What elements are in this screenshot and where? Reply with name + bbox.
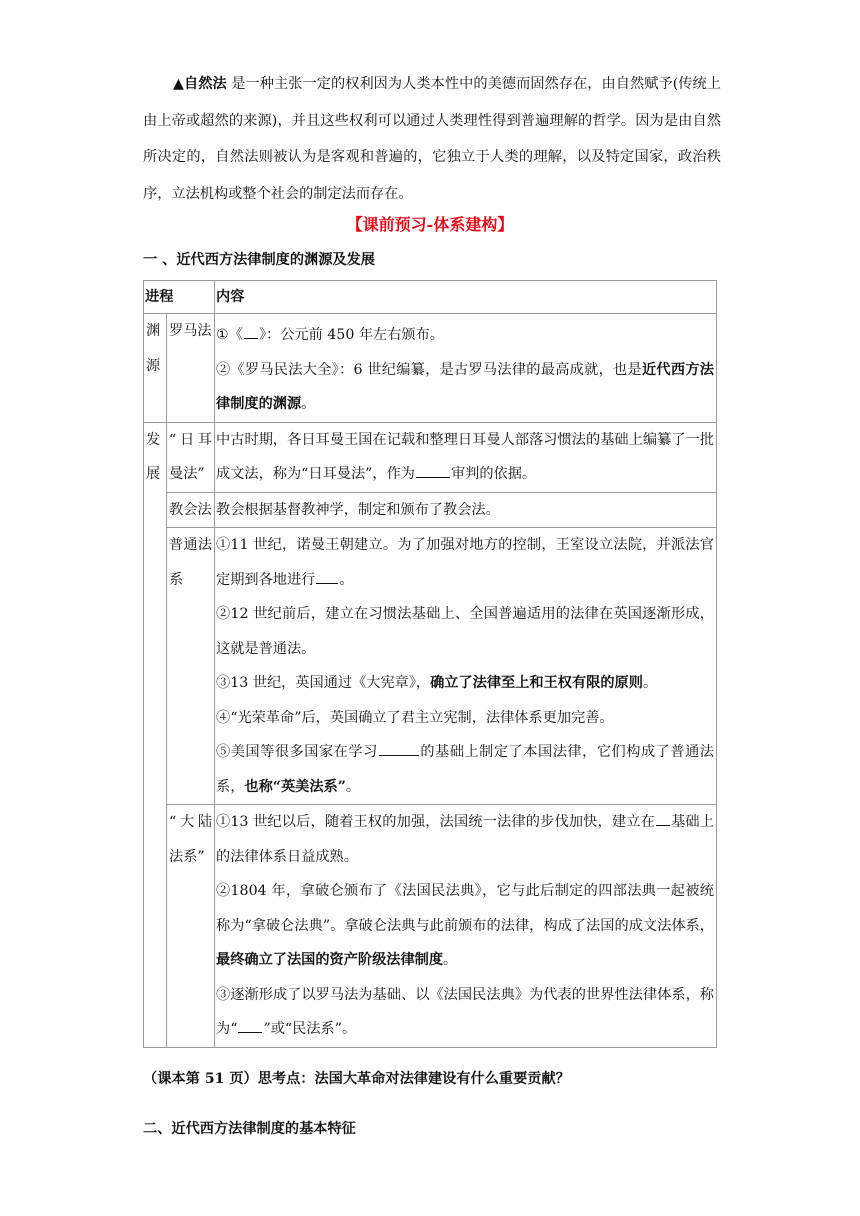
continental-law-item-1: ①13 世纪以后，随着王权的加强，法国统一法律的步伐加快，建立在 基础上的法律体系日益成熟。 — [216, 814, 714, 865]
natural-law-paragraph — [143, 66, 721, 212]
row-label-common-law: 普通法系 — [167, 528, 215, 805]
table-row-common-law — [144, 528, 717, 805]
cell-church-law: 教会根据基督教神学，制定和颁布了教会法。 — [215, 492, 717, 528]
cell-continental-law — [215, 805, 717, 1048]
fill-blank — [238, 1031, 262, 1033]
table-row-continental-law — [144, 805, 717, 1048]
row-label-continental-law: “大陆法系” — [167, 805, 215, 1048]
roman-law-item-1: ①《 》：公元前 450 年左右颁布。 — [216, 327, 444, 343]
table-row-germanic-law — [144, 422, 717, 492]
table-row-church-law — [144, 492, 717, 528]
cell-germanic-law: 中古时期，各日耳曼王国在记载和整理日耳曼人部落习惯法的基础上编纂了一批成文法，称为“日耳曼法”，作为 审判的依据。 — [215, 422, 717, 492]
common-law-item-5: ⑤美国等很多国家在学习 的基础上制定了本国法律，它们构成了普通法系，也称“英美法系”。 — [216, 744, 714, 795]
row-label-church-law: 教会法 — [167, 492, 215, 528]
section-title: 【课前预习-体系建构】 — [346, 215, 514, 234]
continental-law-item-3: ③逐渐形成了以罗马法为基础、以《法国民法典》为代表的世界性法律体系，称为“ ”或“民法系”。 — [216, 986, 714, 1037]
row-label-development: 发展 — [144, 422, 167, 1047]
cell-common-law — [215, 528, 717, 805]
fill-blank — [316, 582, 338, 584]
triangle-marker-icon: ▲ — [173, 76, 185, 92]
common-law-item-4: ④“光荣革命”后，英国确立了君主立宪制，法律体系更加完善。 — [216, 709, 614, 726]
roman-law-item-2: ②《罗马民法大全》：6 世纪编纂，是古罗马法律的最高成就，也是近代西方法律制度的渊源。 — [216, 361, 714, 412]
row-label-germanic-law: “日耳曼法” — [167, 422, 215, 492]
row-label-origin: 渊源 — [144, 314, 167, 423]
think-question: （课本第 51 页）思考点：法国大革命对法律建设有什么重要贡献？ — [143, 1071, 570, 1087]
table-row-roman-law — [144, 314, 717, 423]
natural-law-term: 自然法 — [184, 76, 227, 92]
row-label-roman-law: 罗马法 — [167, 314, 215, 423]
fill-blank — [416, 476, 450, 478]
fill-blank — [379, 754, 419, 756]
legal-system-table — [143, 280, 717, 1048]
header-content: 内容 — [215, 281, 717, 314]
fill-blank — [244, 337, 258, 339]
continental-law-item-2: ②1804 年，拿破仑颁布了《法国民法典》，它与此后制定的四部法典一起被统称为“拿破仑法典”。拿破仑法典与此前颁布的法律，构成了法国的成文法体系，最终确立了法国的资产阶级法律制度。 — [216, 883, 714, 968]
fill-blank — [656, 824, 670, 826]
header-process: 进程 — [144, 281, 215, 314]
common-law-item-1: ①11 世纪，诺曼王朝建立。为了加强对地方的控制，王室设立法院，并派法官定期到各地进行 。 — [216, 537, 714, 588]
heading-origins-development: 一 、近代西方法律制度的渊源及发展 — [143, 252, 375, 268]
heading-basic-features: 二、近代西方法律制度的基本特征 — [143, 1121, 356, 1137]
common-law-item-2: ②12 世纪前后，建立在习惯法基础上、全国普遍适用的法律在英国逐渐形成，这就是普通法。 — [216, 606, 714, 657]
table-header-row — [144, 281, 717, 314]
natural-law-definition: 是一种主张一定的权利因为人类本性中的美德而固然存在，由自然赋予(传统上由上帝或超然的来源)，并且这些权利可以通过人类理性得到普遍理解的哲学。因为是由自然所决定的，自然法则被认为是客观和普遍的，它独立于人类的理解，以及特定国家，政治秩序，立法机构或整个社会的制定法而存在。 — [143, 76, 721, 202]
cell-roman-law — [215, 314, 717, 423]
common-law-item-3: ③13 世纪，英国通过《大宪章》，确立了法律至上和王权有限的原则。 — [216, 675, 658, 691]
